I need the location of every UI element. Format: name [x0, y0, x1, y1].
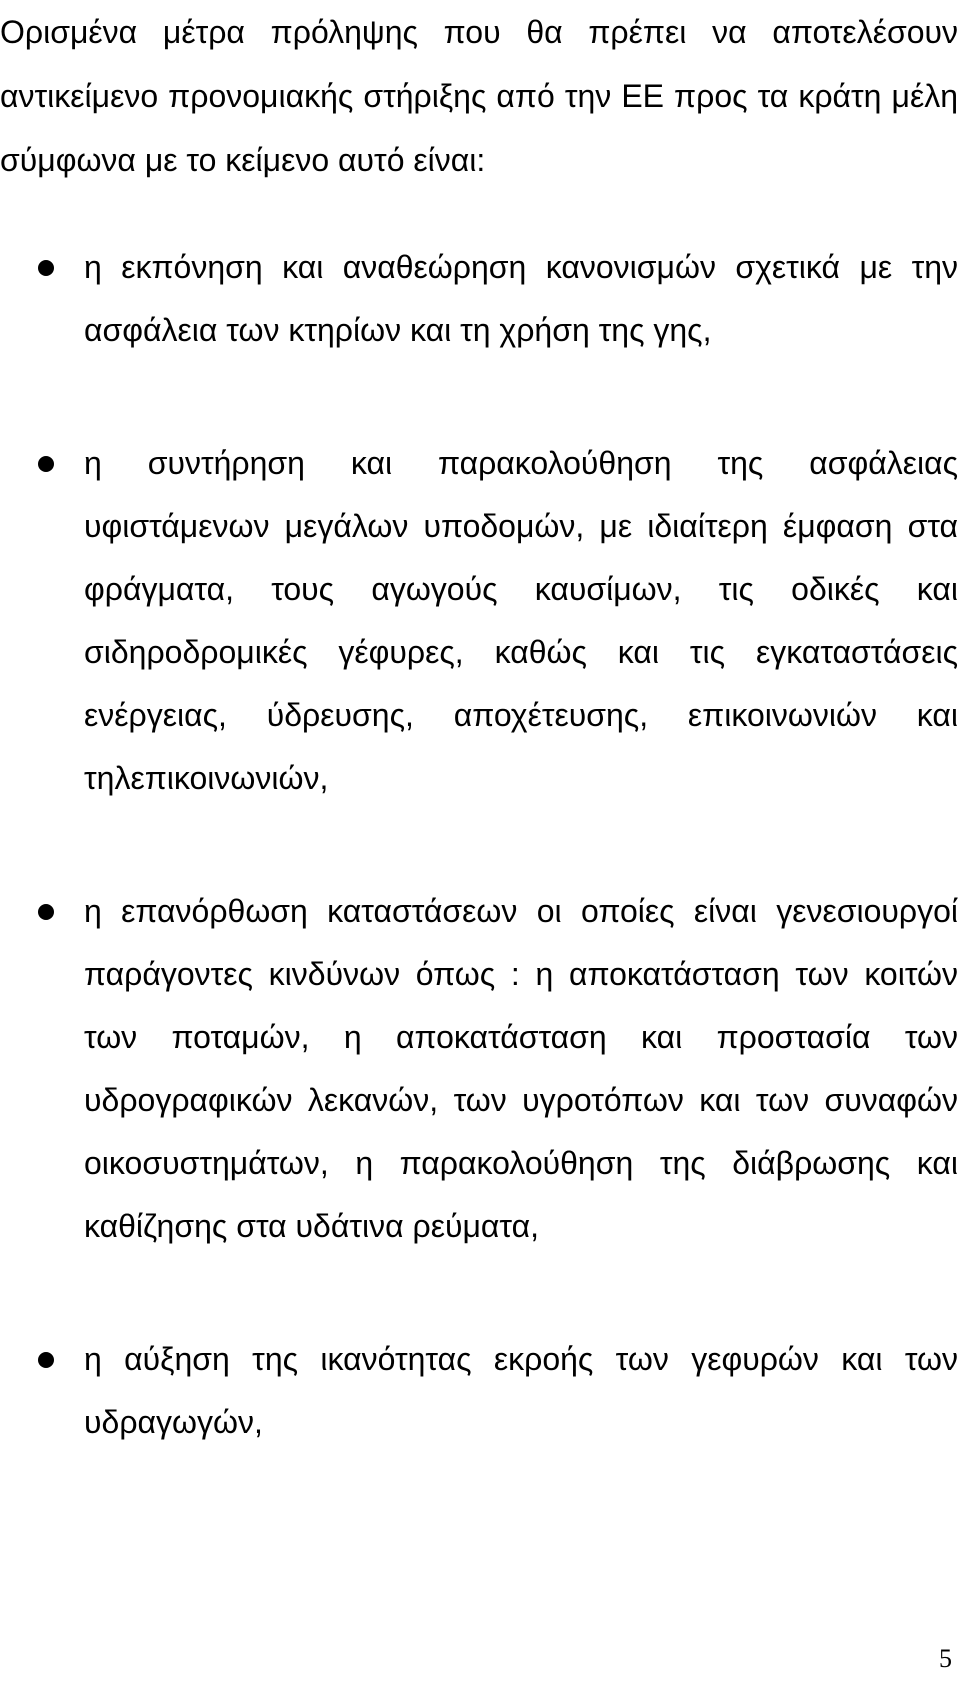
list-item-text: η επανόρθωση καταστάσεων οι οποίες είναι γενεσιουργοί παράγοντες κινδύνων όπως : η αποκατάσταση των κοιτών των ποταμών, η αποκατάσταση και προστασία των υδρογραφικών λεκανών, των υγροτόπων και των συναφών οικοσυστημάτων, η παρακολούθηση της διάβρωσης και καθίζησης στα υδάτινα ρεύματα,: [84, 893, 958, 1244]
list-item-text: η εκπόνηση και αναθεώρηση κανονισμών σχετικά με την ασφάλεια των κτηρίων και τη χρήση της γης,: [84, 249, 958, 348]
intro-paragraph: Ορισμένα μέτρα πρόληψης που θα πρέπει να αποτελέσουν αντικείμενο προνομιακής στήριξης από την ΕΕ προς τα κράτη μέλη σύμφωνα με το κείμενο αυτό είναι:: [0, 14, 958, 178]
list-item: [0, 880, 958, 1258]
page-number: 5: [939, 1644, 952, 1673]
list-item-text: η συντήρηση και παρακολούθηση της ασφάλειας υφιστάμενων μεγάλων υποδομών, με ιδιαίτερη έμφαση στα φράγματα, τους αγωγούς καυσίμων, τις οδικές και σιδηροδρομικές γέφυρες, καθώς και τις εγκαταστάσεις ενέργειας, ύδρευσης, αποχέτευσης, επικοινωνιών και τηλεπικοινωνιών,: [84, 445, 958, 796]
bullet-icon: [38, 260, 54, 276]
bullet-icon: [38, 456, 54, 472]
list-item: [0, 432, 958, 810]
prevention-measures-list: [0, 236, 958, 1454]
list-item-text: η αύξηση της ικανότητας εκροής των γεφυρών και των υδραγωγών,: [84, 1341, 958, 1440]
list-item: [0, 236, 958, 362]
list-item: [0, 1328, 958, 1454]
bullet-icon: [38, 1352, 54, 1368]
bullet-icon: [38, 904, 54, 920]
